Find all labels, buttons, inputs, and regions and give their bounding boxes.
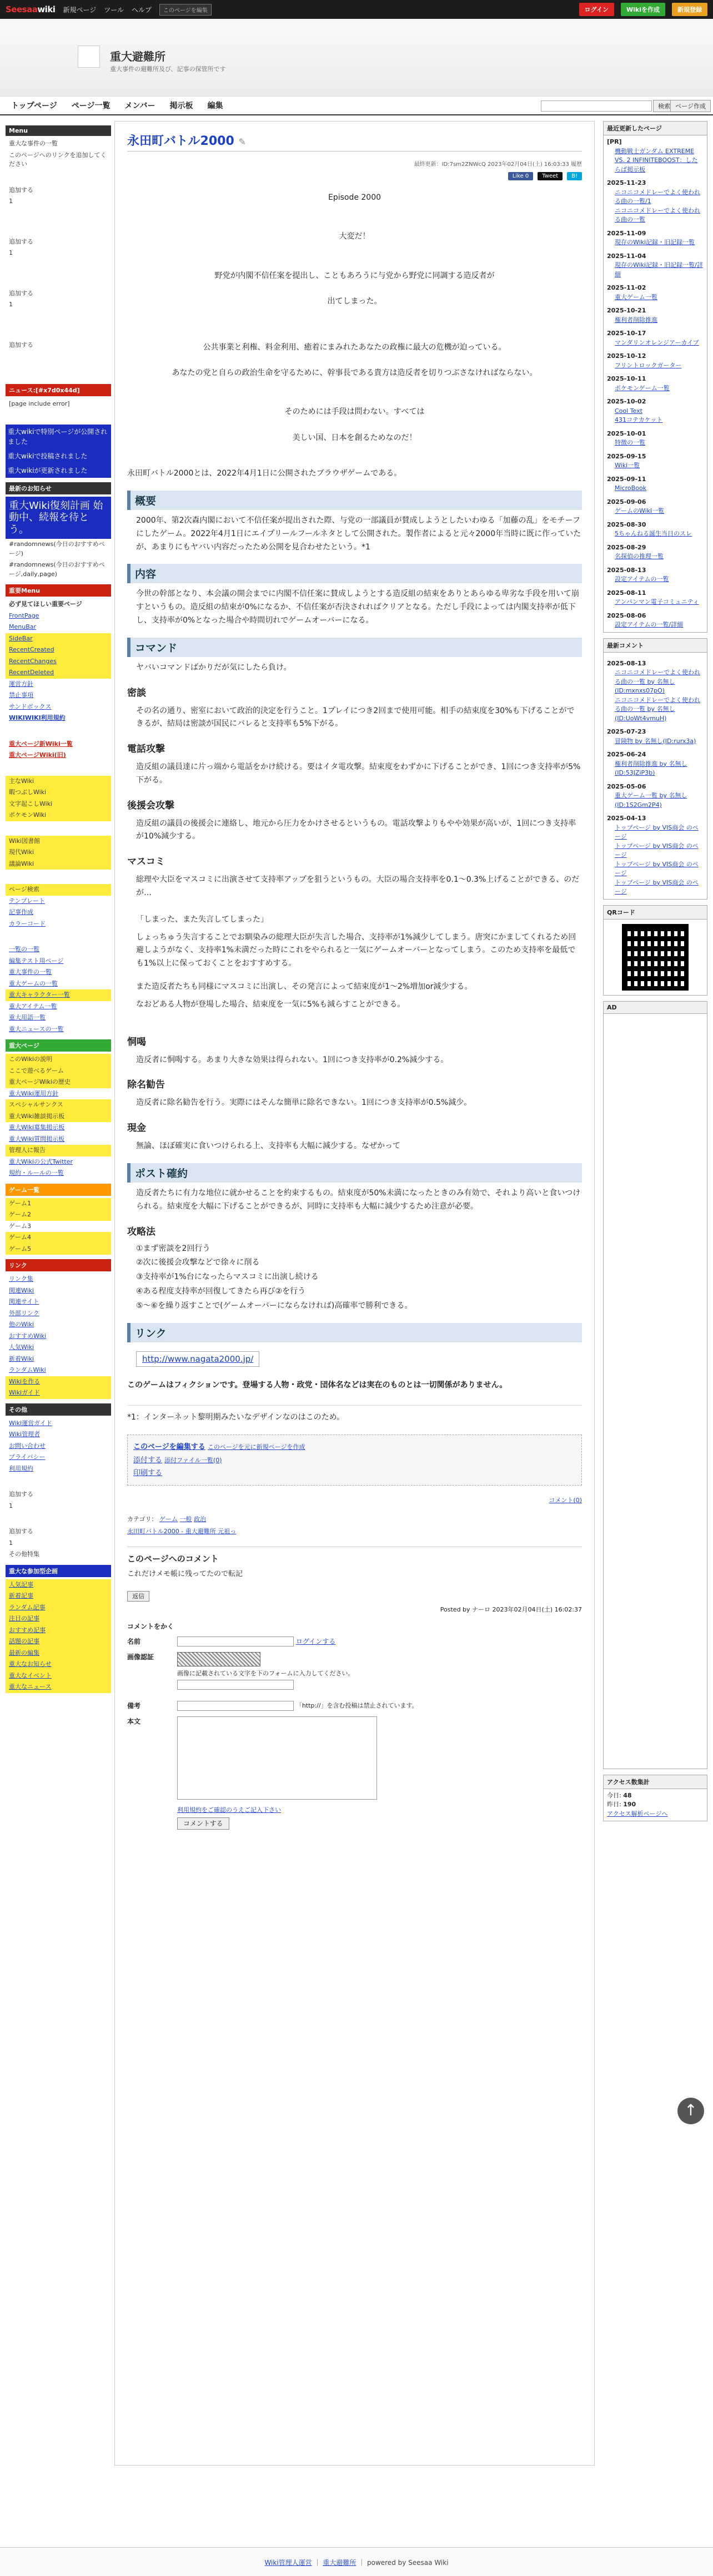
story-line: そのためには手段は問わない。すべては bbox=[284, 407, 425, 417]
captcha-note: 画像に記載されている文字を下のフォームに入力してください。 bbox=[177, 1670, 354, 1678]
comment-date: 2025-08-13 bbox=[607, 659, 646, 667]
edit-page-box[interactable]: このページを編集 bbox=[159, 4, 212, 16]
cat-link[interactable]: ここで遊べるゲーム bbox=[6, 1065, 111, 1077]
comment-link[interactable]: 重大ゲーム一覧 by 名無し(ID:1S2Gm2P4) bbox=[615, 792, 687, 809]
news-heading: ニュース:[#x7d0x44d] bbox=[6, 384, 111, 396]
right-sidebar bbox=[603, 121, 707, 2257]
heading-support: 後援会攻撃 bbox=[127, 800, 174, 811]
recent-page-link[interactable]: MicroBook bbox=[615, 484, 646, 492]
recent-date: 2025-10-17 bbox=[607, 330, 646, 337]
pr-link[interactable]: 機動戦士ガンダム EXTREME VS. 2 INFINITEBOOST：したらば掲示板 bbox=[615, 147, 698, 173]
attachments-link[interactable]: 添付ファイル一覧(0) bbox=[164, 1456, 222, 1464]
post-text: 造反者たちに有力な地位に就かせることを約束するもの。結束度が50%未満になったときのみ有効で、それより高いと食いつけられる。結束度を大幅に下げることができるが、同時に支持率も大幅に減少するため注意が必要。 bbox=[136, 1189, 581, 1211]
create-wiki-button[interactable]: Wikiを作成 bbox=[621, 3, 665, 16]
signup-button[interactable]: 新規登録 bbox=[672, 3, 707, 16]
recent-date: 2025-11-09 bbox=[607, 229, 646, 237]
game-link[interactable]: ゲーム3 bbox=[9, 1222, 31, 1230]
recent-date: 2025-08-06 bbox=[607, 612, 646, 619]
recent-news-heading: 最新のお知らせ bbox=[6, 482, 111, 494]
link-prohibited[interactable]: 禁止事項 bbox=[9, 691, 33, 699]
breadcrumb[interactable]: 永田町バトル2000 - 重大避難所 元祖っ bbox=[127, 1528, 237, 1536]
nav-pages[interactable]: ページ一覧 bbox=[71, 102, 111, 110]
revival-banner[interactable]: 重大Wiki復刻計画 始動中、続報を待とう。 bbox=[6, 497, 111, 539]
game-heading: ゲーム一覧 bbox=[6, 1184, 111, 1196]
participation-link[interactable]: 重大なお知らせ bbox=[9, 1660, 52, 1668]
important-sub: 必ず見てほしい重要ページ bbox=[9, 600, 82, 608]
cat-link[interactable]: 管理人に報告 bbox=[6, 1145, 111, 1156]
list-link[interactable]: 重大事件の一覧 bbox=[9, 968, 52, 976]
recent-date: 2025-09-11 bbox=[607, 475, 646, 483]
copy-page-link[interactable]: このページを元に新規ページを作成 bbox=[207, 1443, 305, 1451]
link-sidebar[interactable]: SideBar bbox=[9, 634, 33, 642]
heading-media: マスコミ bbox=[127, 856, 165, 868]
list-link[interactable]: 重大キャラクター一覧 bbox=[9, 991, 70, 999]
recent-page-link[interactable]: ニコニコメドレーでよく使われる曲の一覧/1 bbox=[615, 188, 700, 205]
news-item[interactable]: 重大wikiで投稿されました bbox=[6, 449, 111, 463]
cat-link[interactable]: 重大Wiki募集掲示板 bbox=[9, 1124, 65, 1132]
random-news: #randomnews(今日のおすすめページ) bbox=[9, 541, 105, 557]
misc-link[interactable]: プライバシー bbox=[9, 1453, 46, 1461]
page-title: 永田町バトル2000 ✎ bbox=[127, 132, 582, 151]
qr-code-image bbox=[622, 924, 689, 991]
recent-page-link[interactable]: 431コテカケット bbox=[615, 416, 663, 423]
ext-link[interactable]: リンク集 bbox=[9, 1275, 33, 1283]
recent-date: 2025-11-04 bbox=[607, 252, 646, 260]
link-policy[interactable]: 運営方針 bbox=[9, 680, 33, 688]
news-item[interactable]: 重大wikiで特別ページが公開されました bbox=[6, 425, 111, 449]
page-tools bbox=[127, 1435, 582, 1486]
sidebar-count: 1 bbox=[9, 198, 13, 205]
participation-heading: 重大な参加型企画 bbox=[6, 1565, 111, 1577]
qr-box bbox=[603, 905, 707, 996]
search-button[interactable]: 検索 bbox=[653, 100, 675, 112]
recent-page-link[interactable]: 設定アイテムの一覧 bbox=[615, 575, 669, 583]
ext-link[interactable]: ランダムWiki bbox=[9, 1366, 46, 1374]
qr-heading: QRコード bbox=[604, 906, 707, 920]
wiki-item[interactable]: Wiki図書館 bbox=[6, 836, 111, 847]
cat-link[interactable]: 重大Wiki質問掲示板 bbox=[9, 1135, 65, 1143]
participation-link[interactable]: ランダム記事 bbox=[9, 1603, 46, 1611]
category-link[interactable]: ゲーム bbox=[159, 1516, 178, 1523]
ext-link[interactable]: 他のWiki bbox=[9, 1321, 34, 1329]
recent-date: 2025-08-13 bbox=[607, 566, 646, 574]
comment-link[interactable]: トップページ by VIS商会 のページ bbox=[615, 878, 699, 895]
media-text: しょっちゅう失言することでお馴染みの総理大臣が失言した場合、支持率が1%減少してしまう。唐突にかましてくれるため回避しようがなく、支持率1%未満だった時にこれをやられると一気にゲームオーバーとなってしまう。このため支持率を最低でも1%以上に保っておくことをおすすめする。 bbox=[136, 932, 576, 968]
story-line: 美しい国、日本を創るためなのだ！ bbox=[292, 433, 417, 442]
nav-board[interactable]: 掲示板 bbox=[169, 102, 193, 110]
access-yesterday: 昨日: 190 bbox=[607, 1801, 636, 1808]
news-error: [page include error] bbox=[9, 400, 70, 407]
comment-date: 2025-04-13 bbox=[607, 815, 646, 822]
recent-page-link[interactable]: ニコニコメドレーでよく使われる曲の一覧 bbox=[615, 206, 700, 223]
name-input[interactable] bbox=[177, 1636, 294, 1646]
tweet-button[interactable]: Tweet bbox=[538, 172, 563, 180]
heading-phone: 電話攻撃 bbox=[127, 744, 165, 755]
comment-count-link[interactable]: コメント(0) bbox=[549, 1497, 582, 1504]
heading-bribe: 密談 bbox=[127, 687, 146, 699]
comment-link[interactable]: 権利者削除推進 by 名無し(ID:53JZiP3b) bbox=[615, 760, 687, 776]
comment-link[interactable]: 冒険物 by 名無し(ID:rurx3a) bbox=[615, 737, 696, 745]
misc-link[interactable]: お問い合わせ bbox=[9, 1442, 46, 1449]
participation-link[interactable]: 重大なニュース bbox=[9, 1683, 52, 1691]
link-terms[interactable]: WIKIWIKI利用規約 bbox=[9, 714, 66, 722]
search-input[interactable] bbox=[541, 100, 652, 112]
list-link[interactable]: 重大アイテム一覧 bbox=[9, 1002, 57, 1010]
recent-page-link[interactable]: Wiki一覧 bbox=[615, 462, 640, 469]
footer: Wiki管理人運営 ｜ 重大避難所 ｜ powered by Seesaa Wiki bbox=[0, 2547, 713, 2576]
sidebar-add[interactable]: 追加する bbox=[9, 341, 33, 348]
access-box bbox=[603, 1775, 707, 1822]
misc-link[interactable]: Wiki管理者 bbox=[9, 1431, 41, 1438]
participation-link[interactable]: 最新の編集 bbox=[9, 1649, 39, 1656]
recent-pages-heading: 最近更新したページ bbox=[604, 122, 707, 135]
footer-powered: powered by Seesaa Wiki bbox=[366, 2559, 449, 2567]
link-new-wiki[interactable]: 重大ページ新Wiki一覧 bbox=[9, 740, 73, 747]
command-text: ヤバいコマンドばかりだが気にしたら負け。 bbox=[136, 663, 292, 672]
ext-link[interactable]: Wikiを作る bbox=[9, 1377, 41, 1385]
wiki-item[interactable]: 暇つぶしWiki bbox=[6, 787, 111, 799]
hatena-button[interactable]: B! bbox=[567, 172, 582, 180]
cat-link[interactable]: 重大ページWikiの歴史 bbox=[6, 1077, 111, 1088]
sidebar-add[interactable]: 追加する bbox=[9, 186, 33, 194]
list-link[interactable]: 重大ゲームの一覧 bbox=[9, 979, 58, 987]
recent-page-link[interactable]: Cool Text bbox=[615, 407, 642, 415]
category-link[interactable]: 政治 bbox=[194, 1516, 207, 1523]
link-recentdeleted[interactable]: RecentDeleted bbox=[9, 669, 54, 676]
game-link[interactable]: ゲーム5 bbox=[6, 1244, 111, 1255]
recent-date: 2025-10-21 bbox=[607, 307, 646, 314]
list-link[interactable]: 編集テスト用ページ bbox=[9, 957, 64, 964]
recent-date: 2025-11-02 bbox=[607, 284, 646, 291]
section-link: リンク bbox=[127, 1323, 582, 1342]
terms-link[interactable]: 利用規約をご確認のうえご記入下さい bbox=[177, 1806, 281, 1814]
nav-members[interactable]: メンバー bbox=[124, 102, 155, 110]
heading-relief: 恫喝 bbox=[127, 1036, 146, 1048]
expel-text: 造反者に除名勧告を行う。実際にはそんな簡単に除名できない。1回につき支持率が0.5%減少。 bbox=[136, 1098, 472, 1108]
recent-page-link[interactable]: フリントロックガーター bbox=[615, 361, 682, 369]
access-heading: アクセス数集計 bbox=[604, 1775, 707, 1789]
sidebar-count: 1 bbox=[9, 249, 13, 256]
comment-link[interactable]: ニコニコメドレーでよく使われる曲の一覧 by 名無し(ID:mxnxs07pO) bbox=[615, 669, 700, 694]
recent-date: 2025-10-01 bbox=[607, 430, 646, 437]
story-line: あなたの党と自らの政治生命を守るために、幹事長である貴方は造反者を切りつぶさなければならない。 bbox=[172, 368, 538, 377]
comment-form bbox=[127, 1622, 582, 1828]
story-line: 出てしまった。 bbox=[327, 297, 382, 306]
cat-link[interactable]: 重大Wikiの公式Twitter bbox=[9, 1158, 73, 1165]
main-content bbox=[114, 121, 595, 2466]
list-link[interactable]: 重大ニュースの一覧 bbox=[9, 1025, 64, 1033]
latest-comments-heading: 最新コメント bbox=[604, 639, 707, 653]
comment-date: 2025-07-23 bbox=[607, 728, 646, 735]
guide-step: ②次に後援会攻撃などで徐々に削る bbox=[136, 1258, 260, 1267]
media-text: 総理や大臣をマスコミに出演させて支持率アップを狙うというもの。大臣の場合支持率を0.1〜0.3%上げることができる、のだが… bbox=[136, 875, 580, 898]
form-title: コメントをかく bbox=[127, 1623, 174, 1631]
recent-page-link[interactable]: 特徴の一覧 bbox=[615, 439, 645, 446]
recent-page-link[interactable]: 現存のWiki記録・旧記録一覧/詳細 bbox=[615, 261, 703, 278]
recent-date: 2025-10-02 bbox=[607, 398, 646, 405]
note-hint: 「http://」を含む投稿は禁止されています。 bbox=[295, 1702, 418, 1710]
tools-menu[interactable]: ツール bbox=[104, 6, 124, 14]
topbar bbox=[0, 0, 713, 19]
recent-date: 2025-08-11 bbox=[607, 589, 646, 597]
sidebar-special: その他特集 bbox=[9, 1550, 39, 1558]
wiki-item[interactable]: ポケモンWiki bbox=[6, 810, 111, 821]
new-page-menu[interactable]: 新規ページ bbox=[63, 6, 97, 14]
recent-date: 2025-08-29 bbox=[607, 543, 646, 551]
recent-date: 2025-10-12 bbox=[607, 352, 646, 360]
latest-comments-box bbox=[603, 638, 707, 900]
sidebar-count: 1 bbox=[9, 1502, 13, 1509]
link-frontpage[interactable]: FrontPage bbox=[9, 612, 39, 619]
captcha-image bbox=[177, 1652, 260, 1666]
participation-link[interactable]: 注目の記事 bbox=[9, 1615, 39, 1623]
name-label: 名前 bbox=[127, 1638, 141, 1646]
access-today: 今日: 48 bbox=[607, 1791, 632, 1799]
recent-page-link[interactable]: 権利者削除推進 bbox=[615, 316, 657, 324]
recent-page-link[interactable]: 設定アイテムの一覧/詳細 bbox=[615, 621, 684, 628]
tool-item[interactable]: ページ検索 bbox=[6, 884, 111, 896]
heading-expel: 除名勧告 bbox=[127, 1079, 165, 1091]
attach-link[interactable]: 添付する bbox=[133, 1456, 163, 1464]
create-page-button[interactable]: ページ作成 bbox=[670, 100, 711, 112]
comment-date: 2025-05-06 bbox=[607, 782, 646, 790]
recent-page-link[interactable]: 現存のWiki記録・旧記録一覧 bbox=[615, 239, 695, 246]
relief-text: 造反者に恫喝する。あまり大きな効果は得られない。1回につき支持率が0.2%減少する。 bbox=[136, 1055, 449, 1064]
recent-pages-box bbox=[603, 121, 707, 633]
scroll-to-top-icon[interactable]: ↑ bbox=[677, 2098, 704, 2124]
facebook-like-button[interactable]: Like 0 bbox=[508, 172, 533, 180]
story-line: 大変だ！ bbox=[339, 232, 370, 241]
ext-link[interactable]: 外部リンク bbox=[9, 1309, 39, 1317]
ext-link[interactable]: おすすめWiki bbox=[9, 1332, 47, 1340]
left-sidebar bbox=[6, 121, 111, 2540]
section-post: ポスト確約 bbox=[127, 1163, 582, 1183]
heading-guide: 攻略法 bbox=[127, 1226, 155, 1238]
comment-posted: Posted by ナーロ 2023年02月04日(土) 16:02:37 bbox=[440, 1606, 582, 1614]
episode-title: Episode 2000 bbox=[328, 193, 381, 202]
category-link[interactable]: 一般 bbox=[179, 1516, 192, 1523]
link-recentcreated[interactable]: RecentCreated bbox=[9, 646, 54, 654]
comment-link[interactable]: ニコニコメドレーでよく使われる曲の一覧 by 名無し(ID:UoWt4vmuH) bbox=[615, 696, 700, 722]
note-label: 備考 bbox=[127, 1702, 141, 1710]
cat-link[interactable]: 重大Wiki雑談掲示板 bbox=[6, 1111, 111, 1123]
login-button[interactable]: ログイン bbox=[579, 3, 614, 16]
captcha-label: 画像認証 bbox=[127, 1653, 154, 1661]
pr-label: [PR] bbox=[607, 138, 622, 145]
sidebar-add[interactable]: 追加する bbox=[9, 289, 33, 297]
link-recentchanges[interactable]: RecentChanges bbox=[9, 657, 57, 665]
participation-link[interactable]: 人気記事 bbox=[9, 1580, 33, 1588]
misc-link[interactable]: Wiki運営ガイド bbox=[9, 1419, 52, 1427]
bribe-text: その名の通り、密室において政治的決定を行うこと。1プレイにつき2回まで使用可能。相手の結束度を30%も下げることができるが、結局は密談が国民にバレると支持率も5%下がる。 bbox=[136, 706, 575, 729]
recent-page-link[interactable]: ポケモンゲーム一覧 bbox=[615, 384, 670, 392]
random-news: #randomnews(今日のおすすめページ,daily,page) bbox=[9, 561, 105, 578]
comment-date: 2025-06-24 bbox=[607, 751, 646, 758]
category-line: カテゴリ： ゲーム 一般 政治 bbox=[127, 1516, 207, 1523]
sidebar-add[interactable]: 追加する bbox=[9, 1491, 33, 1498]
help-menu[interactable]: ヘルプ bbox=[131, 6, 152, 14]
category-heading: 重大ページ bbox=[6, 1039, 111, 1052]
footer-link[interactable]: 重大避難所 bbox=[323, 2559, 356, 2567]
cat-link[interactable]: 重大Wiki運用方針 bbox=[9, 1089, 59, 1097]
participation-link[interactable]: 話題の記事 bbox=[9, 1638, 39, 1645]
ext-link[interactable]: 関連サイト bbox=[9, 1298, 39, 1306]
recent-date: 2025-08-30 bbox=[607, 521, 646, 528]
intro-text: 永田町バトル2000とは、2022年4月1日に公開されたブラウザゲームである。 bbox=[127, 469, 402, 478]
overview-text: 2000年、第2次森内閣において不信任案が提出された際、与党の一部議員が賛成しようとしたいわゆる「加藤の乱」をモチーフにしたゲーム。2022年4月1日にエイプリールフールネタとして公開された。製作者によると元々2000年当時に既に作っていたが、あまりにもヤバい内容だったため公開を見合わせたという。*1 bbox=[136, 516, 581, 552]
comment-body: これだけメモ帳に残ってたので転記 bbox=[127, 1570, 243, 1579]
edit-page-link[interactable]: このページを編集する bbox=[133, 1443, 205, 1452]
site-subtitle: 重大事件の避難所及び、記事の保管所です bbox=[110, 65, 226, 73]
cash-text: 無論、ほぼ確実に食いつけられる上、支持率も大幅に減少する。なぜかって bbox=[136, 1141, 400, 1151]
sidebar-add[interactable]: 追加する bbox=[9, 238, 33, 245]
misc-link[interactable]: 利用規約 bbox=[9, 1464, 33, 1472]
ext-link[interactable]: 人気Wiki bbox=[9, 1343, 34, 1351]
nav-edit[interactable]: 編集 bbox=[207, 102, 223, 110]
print-link[interactable]: 印刷する bbox=[133, 1469, 163, 1477]
tool-item[interactable]: 記事作成 bbox=[9, 908, 33, 916]
tool-item[interactable]: カラーコード bbox=[9, 920, 46, 927]
footnote: *1：インターネット黎明期みたいなデザインなのはこのため。 bbox=[127, 1405, 582, 1425]
login-link[interactable]: ログインする bbox=[295, 1638, 336, 1646]
game-link[interactable]: ゲーム4 bbox=[6, 1232, 111, 1244]
ext-link[interactable]: Wikiガイド bbox=[9, 1389, 40, 1397]
participation-link[interactable]: 新着記事 bbox=[9, 1592, 33, 1600]
game-link[interactable]: ゲーム2 bbox=[6, 1209, 111, 1221]
site-logo[interactable]: Seesaawiki bbox=[6, 4, 56, 14]
tool-item[interactable]: テンプレート bbox=[9, 897, 46, 905]
list-link[interactable]: 一覧の一覧 bbox=[9, 946, 39, 953]
recent-page-link[interactable]: 重大ゲーム一覧 bbox=[615, 293, 657, 301]
sidebar-item: このページへのリンクを追加してください bbox=[9, 151, 107, 168]
site-title[interactable]: 重大避難所 bbox=[110, 50, 165, 63]
submit-comment-button[interactable]: コメントする bbox=[177, 1817, 229, 1830]
link-heading: リンク bbox=[6, 1259, 111, 1271]
ad-heading: AD bbox=[604, 1002, 707, 1014]
media-text: なおどある人物が登場した場合、結束度を一気に5%も減らすことができる。 bbox=[136, 999, 405, 1009]
link-menubar[interactable]: MenuBar bbox=[9, 623, 37, 631]
recent-date: 2025-11-23 bbox=[607, 179, 646, 186]
note-input[interactable] bbox=[177, 1701, 294, 1711]
body-label: 本文 bbox=[127, 1718, 141, 1726]
list-link[interactable]: 重大用語一覧 bbox=[9, 1014, 46, 1022]
news-item[interactable]: 重大wikiが更新されました bbox=[6, 463, 111, 478]
section-overview: 概要 bbox=[127, 491, 582, 510]
recent-page-link[interactable]: マンダリンオレンジアーカイブ bbox=[615, 339, 699, 346]
ext-link[interactable]: 新着Wiki bbox=[9, 1355, 34, 1362]
nav-top[interactable]: トップページ bbox=[11, 102, 57, 110]
guide-step: ③支持率が1%台になったらマスコミに出演し続ける bbox=[136, 1272, 319, 1282]
story-line: 公共事業と利権、料金利用、癒着にまみれたあなたの政権に最大の危機が迫っている。 bbox=[203, 342, 506, 352]
guide-step: ④ある程度支持率が回復してきたら再び②を行う bbox=[136, 1287, 306, 1296]
guide-step: ⑤〜⑥を繰り返すことで(ゲームオーバーにならなければ)高確率で勝利できる。 bbox=[136, 1301, 413, 1310]
game-link[interactable]: ゲーム1 bbox=[6, 1198, 111, 1210]
footer-link[interactable]: Wiki管理人運営 bbox=[264, 2559, 312, 2567]
wiki-item[interactable]: 主なWiki bbox=[6, 776, 111, 787]
menu-heading: Menu bbox=[6, 125, 111, 136]
comment-link[interactable]: トップページ by VIS商会 のページ bbox=[615, 824, 699, 840]
section-content: 内容 bbox=[127, 564, 582, 583]
site-header bbox=[0, 19, 713, 97]
comments-title: このページへのコメント bbox=[127, 1554, 219, 1564]
disclaimer: このゲームはフィクションです。登場する人物・政党・団体名などは実在のものとは一切関係がありません。 bbox=[127, 1380, 508, 1390]
cat-link[interactable]: 規約・ルールの一覧 bbox=[9, 1169, 64, 1177]
link-sandbox[interactable]: サンドボックス bbox=[9, 703, 52, 710]
sidebar-add[interactable]: 追加する bbox=[9, 1528, 33, 1536]
sidebar-count: 1 bbox=[9, 301, 13, 308]
access-analysis-link[interactable]: アクセス解析ページへ bbox=[607, 1810, 668, 1817]
site-logo-image bbox=[78, 46, 100, 68]
recent-date: 2025-10-11 bbox=[607, 375, 646, 382]
content-text: 今世の幹部となり、本会議の開会までに内閣不信任案に賛成しようとする造反組の結束をありとあらゆる卑劣な手段を用いて崩すというもの。造反組の結束が0%になるか、不信任案が否決されればクリアとなる。ただし手段によっては内閣支持率が低下し、支持率が0%となった場合や時間切れでゲームオーバーになる。 bbox=[136, 589, 579, 625]
link-old-wiki[interactable]: 重大ページWiki(旧) bbox=[9, 751, 66, 759]
ad-box bbox=[603, 1001, 707, 1769]
recent-page-link[interactable]: アンパンマン電子コミュニティ bbox=[615, 598, 699, 605]
sidebar-count: 1 bbox=[9, 1539, 13, 1547]
cat-link[interactable]: スペシャルサンクス bbox=[6, 1099, 111, 1111]
wiki-item[interactable]: 現代Wiki bbox=[6, 847, 111, 858]
media-text: また造反者たちも同様にマスコミに出演し、その発言によって結束度が1〜2%増加or減少する。 bbox=[136, 982, 473, 992]
body-textarea[interactable] bbox=[177, 1716, 377, 1800]
captcha-input[interactable] bbox=[177, 1680, 294, 1690]
comment-link[interactable]: トップページ by VIS商会 のページ bbox=[615, 842, 699, 858]
misc-heading: その他 bbox=[6, 1403, 111, 1416]
section-command: コマンド bbox=[127, 638, 582, 657]
reply-button[interactable]: 返信 bbox=[127, 1591, 149, 1602]
external-link[interactable]: http://www.nagata2000.jp/ bbox=[136, 1351, 259, 1367]
guide-step: ①まず密談を2回行う bbox=[136, 1244, 210, 1253]
sidebar-item[interactable]: 重大な事件の一覧 bbox=[9, 140, 58, 147]
support-text: 造反組の議員の後援会に連絡し、地元から圧力をかけさせるというもの。電話攻撃よりもやや効果が高いが、1回につき支持率が10%減少する。 bbox=[136, 819, 576, 841]
important-heading: 重要Menu bbox=[6, 584, 111, 597]
participation-link[interactable]: おすすめ記事 bbox=[9, 1626, 46, 1634]
cat-link[interactable]: このWikiの説明 bbox=[6, 1054, 111, 1065]
comments-section bbox=[127, 1547, 582, 1828]
participation-link[interactable]: 重大なイベント bbox=[9, 1671, 52, 1679]
page-meta: 最終更新：ID:7sm2ZNWcQ 2023年02月04日(土) 16:03:33 履歴 bbox=[414, 161, 582, 168]
wiki-item[interactable]: 文字起こしWiki bbox=[6, 799, 111, 810]
global-nav bbox=[0, 97, 713, 115]
edit-pencil-icon[interactable]: ✎ bbox=[238, 137, 246, 147]
heading-cash: 現金 bbox=[127, 1123, 146, 1134]
share-buttons bbox=[127, 172, 582, 180]
recent-page-link[interactable]: 5ちゃんねる誕生当日のスレ bbox=[615, 530, 692, 537]
recent-date: 2025-09-15 bbox=[607, 452, 646, 460]
ext-link[interactable]: 関連Wiki bbox=[9, 1286, 34, 1294]
recent-date: 2025-09-06 bbox=[607, 498, 646, 506]
story-line: 野党が内閣不信任案を提出し、こともあろうに与党から野党に同調する造反者が bbox=[214, 271, 495, 280]
phone-text: 造反組の議員達に片っ端から電話をかけ続ける。要はイタ電攻撃。結束度をわずかに下げることができ、1回につき支持率が5%下がる。 bbox=[136, 762, 581, 785]
wiki-item[interactable]: 議論Wiki bbox=[6, 858, 111, 870]
comment-link[interactable]: トップページ by VIS商会 のページ bbox=[615, 860, 699, 877]
recent-page-link[interactable]: ゲームのWiki一覧 bbox=[615, 507, 665, 514]
recent-page-link[interactable]: 名探偵の推理一覧 bbox=[615, 553, 664, 560]
media-quote: 「しまった、また失言してしまった」 bbox=[136, 915, 268, 924]
